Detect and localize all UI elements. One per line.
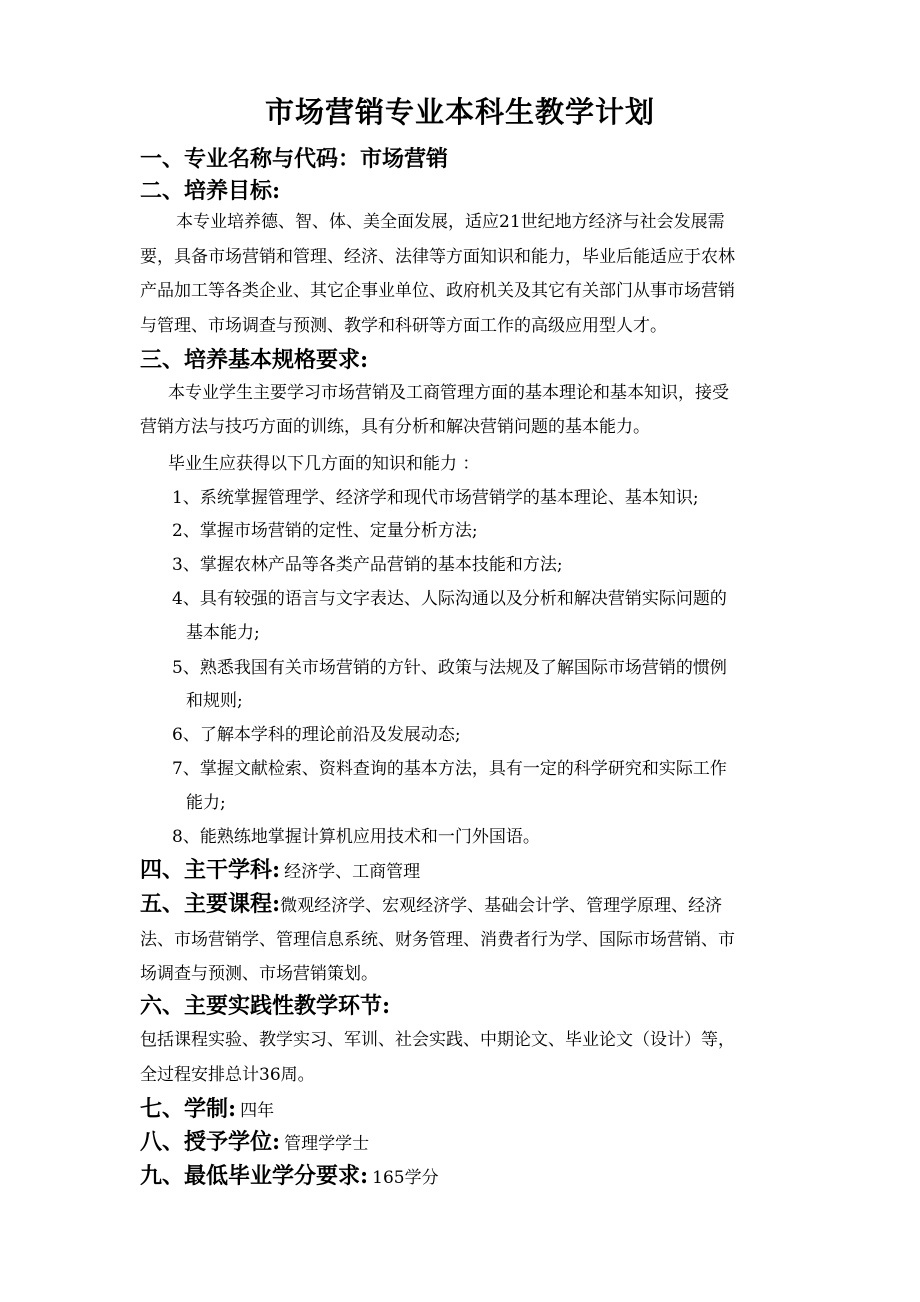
section-6-heading: 六、主要实践性教学环节: <box>140 993 391 1019</box>
section-3-intro-line-1: 本专业学生主要学习市场营销及工商管理方面的基本理论和基本知识，接受 <box>168 383 729 403</box>
section-5-heading: 五、主要课程: <box>140 891 281 917</box>
section-7-heading <box>140 1094 790 1126</box>
section-9-label: 九、最低毕业学分要求: <box>140 1163 369 1189</box>
requirement-item-6: 6、了解本学科的理论前沿及发展动态; <box>172 725 461 745</box>
section-4-value: 经济学、工商管理 <box>284 862 421 882</box>
section-9-heading <box>140 1161 790 1193</box>
section-5-courses <box>140 887 782 924</box>
requirement-item-4: 4、具有较强的语言与文字表达、人际沟通以及分析和解决营销实际问题的 <box>172 589 727 609</box>
requirement-item-8: 8、能熟练地掌握计算机应用技术和一门外国语。 <box>172 827 540 847</box>
section-8-label: 八、授予学位: <box>140 1129 281 1155</box>
section-7-label: 七、学制: <box>140 1096 237 1122</box>
section-3-heading: 三、培养基本规格要求: <box>140 347 369 373</box>
section-6-line-2: 全过程安排总计36周。 <box>140 1065 315 1085</box>
requirement-item-5-cont: 和规则; <box>186 691 243 711</box>
requirement-item-4-cont: 基本能力; <box>186 623 260 643</box>
section-5-line-2: 法、市场营销学、管理信息系统、财务管理、消费者行为学、国际市场营销、市 <box>140 930 735 950</box>
section-1-heading: 一、专业名称与代码：市场营销 <box>140 146 449 172</box>
section-9-value: 165学分 <box>372 1168 439 1188</box>
page-title: 市场营销专业本科生教学计划 <box>264 95 655 129</box>
section-8-heading <box>140 1127 790 1159</box>
section-2-heading: 二、培养目标: <box>140 178 281 204</box>
section-4-label: 四、主干学科: <box>140 857 281 883</box>
section-3-lead: 毕业生应获得以下几方面的知识和能力 ： <box>168 454 480 474</box>
section-4-heading <box>140 855 790 887</box>
section-2-line-3: 产品加工等各类企业、其它企事业单位、政府机关及其它有关部门从事市场营销 <box>140 281 735 301</box>
section-2-line-1: 本专业培养德、智、体、美全面发展，适应21世纪地方经济与社会发展需 <box>176 212 725 232</box>
requirement-item-1: 1、系统掌握管理学、经济学和现代市场营销学的基本理论、基本知识; <box>172 488 699 508</box>
requirement-item-7-cont: 能力; <box>186 793 226 813</box>
section-8-value: 管理学学士 <box>284 1134 370 1154</box>
section-2-line-2: 要，具备市场营销和管理、经济、法律等方面知识和能力，毕业后能适应于农林 <box>140 247 735 267</box>
requirement-item-3: 3、掌握农林产品等各类产品营销的基本技能和方法; <box>172 555 563 575</box>
section-5-line-3: 场调查与预测、市场营销策划。 <box>140 964 378 984</box>
requirement-item-2: 2、掌握市场营销的定性、定量分析方法; <box>172 521 478 541</box>
requirement-item-7: 7、掌握文献检索、资料查询的基本方法，具有一定的科学研究和实际工作 <box>172 759 727 779</box>
section-5-line-1: 微观经济学、宏观经济学、基础会计学、管理学原理、经济 <box>280 896 723 916</box>
section-7-value: 四年 <box>240 1101 275 1121</box>
requirement-item-5: 5、熟悉我国有关市场营销的方针、政策与法规及了解国际市场营销的惯例 <box>172 658 727 678</box>
section-2-line-4: 与管理、市场调查与预测、教学和科研等方面工作的高级应用型人才。 <box>140 316 667 336</box>
section-3-intro-line-2: 营销方法与技巧方面的训练，具有分析和解决营销问题的基本能力。 <box>140 417 650 437</box>
section-6-line-1: 包括课程实验、教学实习、军训、社会实践、中期论文、毕业论文（设计）等， <box>140 1030 735 1050</box>
